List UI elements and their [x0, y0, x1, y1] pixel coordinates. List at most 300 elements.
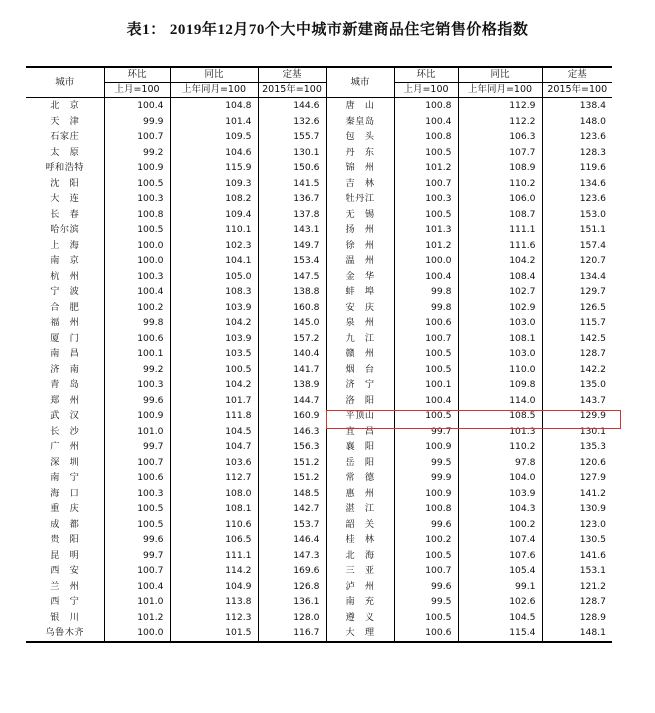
base-cell: 143.7 — [542, 393, 612, 409]
table-row — [26, 625, 612, 642]
mom-cell: 100.4 — [104, 284, 170, 300]
yoy-cell: 109.3 — [170, 176, 258, 192]
city-cell: 石家庄 — [50, 131, 80, 142]
mom-cell: 100.3 — [104, 191, 170, 207]
table-row — [26, 207, 612, 223]
mom-cell: 100.9 — [104, 160, 170, 176]
mom-cell: 100.4 — [394, 114, 458, 130]
yoy-cell: 108.4 — [458, 269, 542, 285]
table-row — [26, 331, 612, 347]
base-cell: 169.6 — [258, 563, 326, 579]
yoy-cell: 102.9 — [458, 300, 542, 316]
mom-cell: 100.0 — [394, 253, 458, 269]
base-cell: 126.8 — [258, 579, 326, 595]
yoy-cell: 101.7 — [170, 393, 258, 409]
table-row — [26, 315, 612, 331]
mom-cell: 100.8 — [394, 501, 458, 517]
yoy-cell: 104.5 — [458, 610, 542, 626]
city-cell: 湛 江 — [326, 501, 394, 517]
city-cell: 常 德 — [326, 470, 394, 486]
city-cell: 武 汉 — [50, 410, 80, 421]
base-cell: 148.1 — [542, 625, 612, 642]
base-cell: 135.3 — [542, 439, 612, 455]
base-cell: 153.1 — [542, 563, 612, 579]
mom-cell: 100.5 — [104, 176, 170, 192]
yoy-cell: 102.3 — [170, 238, 258, 254]
table-row — [26, 393, 612, 409]
mom-cell: 100.0 — [104, 238, 170, 254]
yoy-cell: 102.6 — [458, 594, 542, 610]
city-cell: 温 州 — [326, 253, 394, 269]
yoy-cell: 104.1 — [170, 253, 258, 269]
base-cell: 141.2 — [542, 486, 612, 502]
city-cell: 厦 门 — [50, 332, 80, 344]
base-cell: 138.9 — [258, 377, 326, 393]
city-cell: 惠 州 — [326, 486, 394, 502]
mom-cell: 100.5 — [394, 362, 458, 378]
city-cell: 南 宁 — [50, 472, 80, 483]
yoy-cell: 110.2 — [458, 439, 542, 455]
mom-cell: 100.6 — [394, 625, 458, 642]
mom-cell: 100.7 — [394, 563, 458, 579]
yoy-cell: 102.7 — [458, 284, 542, 300]
mom-cell: 100.6 — [394, 315, 458, 331]
city-cell: 唐 山 — [326, 98, 394, 114]
mom-cell: 99.6 — [394, 579, 458, 595]
header-yoy-sub-right: 上年同月=100 — [458, 83, 542, 98]
base-cell: 145.0 — [258, 315, 326, 331]
base-cell: 120.7 — [542, 253, 612, 269]
mom-cell: 100.5 — [394, 610, 458, 626]
base-cell: 155.7 — [258, 129, 326, 145]
base-cell: 146.3 — [258, 424, 326, 440]
mom-cell: 99.6 — [104, 393, 170, 409]
mom-cell: 100.9 — [394, 439, 458, 455]
city-cell: 桂 林 — [326, 532, 394, 548]
header-mom-left: 环比 — [104, 67, 170, 83]
city-cell: 昆 明 — [50, 549, 80, 561]
table-row — [26, 532, 612, 548]
yoy-cell: 108.2 — [170, 191, 258, 207]
city-cell: 西 安 — [50, 565, 80, 576]
base-cell: 151.2 — [258, 470, 326, 486]
mom-cell: 99.2 — [104, 362, 170, 378]
yoy-cell: 112.3 — [170, 610, 258, 626]
city-cell: 长 春 — [50, 208, 80, 220]
base-cell: 116.7 — [258, 625, 326, 642]
city-cell: 韶 关 — [326, 517, 394, 533]
city-cell: 北 京 — [50, 100, 80, 111]
city-cell: 徐 州 — [326, 238, 394, 254]
base-cell: 142.2 — [542, 362, 612, 378]
mom-cell: 100.8 — [394, 129, 458, 145]
mom-cell: 101.2 — [104, 610, 170, 626]
yoy-cell: 110.1 — [170, 222, 258, 238]
yoy-cell: 103.6 — [170, 455, 258, 471]
yoy-cell: 111.1 — [170, 548, 258, 564]
yoy-cell: 104.6 — [170, 145, 258, 161]
header-base-sub-right: 2015年=100 — [542, 83, 612, 98]
city-cell: 乌鲁木齐 — [26, 625, 104, 642]
mom-cell: 99.5 — [394, 455, 458, 471]
table-row — [26, 176, 612, 192]
table-row — [26, 563, 612, 579]
header-base-right: 定基 — [542, 67, 612, 83]
city-cell: 呼和浩特 — [45, 162, 85, 173]
city-cell: 上 海 — [50, 239, 80, 251]
mom-cell: 100.6 — [104, 470, 170, 486]
table-row — [26, 424, 612, 440]
yoy-cell: 101.3 — [458, 424, 542, 440]
table-row — [26, 455, 612, 471]
city-cell: 大 理 — [326, 625, 394, 642]
city-cell: 牡丹江 — [326, 191, 394, 207]
city-cell: 长 沙 — [50, 425, 80, 437]
mom-cell: 100.0 — [104, 625, 170, 642]
yoy-cell: 101.4 — [170, 114, 258, 130]
city-cell: 合 肥 — [50, 301, 80, 313]
mom-cell: 100.6 — [104, 331, 170, 347]
base-cell: 126.5 — [542, 300, 612, 316]
mom-cell: 100.4 — [104, 579, 170, 595]
base-cell: 130.9 — [542, 501, 612, 517]
mom-cell: 101.2 — [394, 238, 458, 254]
city-cell: 青 岛 — [50, 379, 80, 390]
city-cell: 泸 州 — [326, 579, 394, 595]
mom-cell: 100.5 — [104, 501, 170, 517]
price-index-table — [26, 66, 612, 643]
table-body — [26, 98, 612, 642]
base-cell: 130.1 — [542, 424, 612, 440]
city-cell: 海 口 — [50, 487, 80, 499]
yoy-cell: 107.4 — [458, 532, 542, 548]
base-cell: 153.0 — [542, 207, 612, 223]
base-cell: 148.5 — [258, 486, 326, 502]
base-cell: 136.1 — [258, 594, 326, 610]
base-cell: 157.4 — [542, 238, 612, 254]
city-cell: 成 都 — [50, 518, 80, 530]
yoy-cell: 103.9 — [170, 300, 258, 316]
mom-cell: 100.7 — [394, 176, 458, 192]
city-cell: 金 华 — [326, 269, 394, 285]
base-cell: 151.1 — [542, 222, 612, 238]
table-row — [26, 377, 612, 393]
header-city-right: 城市 — [326, 67, 394, 98]
yoy-cell: 109.5 — [170, 129, 258, 145]
mom-cell: 101.3 — [394, 222, 458, 238]
city-cell: 平顶山 — [326, 408, 394, 424]
base-cell: 141.6 — [542, 548, 612, 564]
table-row — [26, 129, 612, 145]
yoy-cell: 100.5 — [170, 362, 258, 378]
yoy-cell: 104.2 — [170, 377, 258, 393]
mom-cell: 100.7 — [394, 331, 458, 347]
yoy-cell: 111.1 — [458, 222, 542, 238]
table-row — [26, 439, 612, 455]
yoy-cell: 115.4 — [458, 625, 542, 642]
mom-cell: 100.5 — [394, 145, 458, 161]
city-cell: 扬 州 — [326, 222, 394, 238]
mom-cell: 100.3 — [104, 486, 170, 502]
base-cell: 115.7 — [542, 315, 612, 331]
yoy-cell: 110.2 — [458, 176, 542, 192]
base-cell: 132.6 — [258, 114, 326, 130]
city-cell: 吉 林 — [326, 176, 394, 192]
table-row — [26, 610, 612, 626]
table-row — [26, 253, 612, 269]
yoy-cell: 104.0 — [458, 470, 542, 486]
yoy-cell: 103.9 — [458, 486, 542, 502]
city-cell: 济 宁 — [326, 377, 394, 393]
mom-cell: 100.9 — [394, 486, 458, 502]
table-row — [26, 222, 612, 238]
city-cell: 宜 昌 — [326, 424, 394, 440]
yoy-cell: 112.7 — [170, 470, 258, 486]
base-cell: 151.2 — [258, 455, 326, 471]
header-mom-right: 环比 — [394, 67, 458, 83]
mom-cell: 100.5 — [394, 207, 458, 223]
mom-cell: 99.6 — [104, 532, 170, 548]
table-row — [26, 114, 612, 130]
base-cell: 123.0 — [542, 517, 612, 533]
city-cell: 大 连 — [50, 193, 80, 204]
header-mom-sub-left: 上月=100 — [104, 83, 170, 98]
base-cell: 140.4 — [258, 346, 326, 362]
mom-cell: 101.0 — [104, 594, 170, 610]
base-cell: 157.2 — [258, 331, 326, 347]
table-row — [26, 238, 612, 254]
mom-cell: 99.5 — [394, 594, 458, 610]
city-cell: 福 州 — [50, 317, 80, 328]
table-row — [26, 346, 612, 362]
yoy-cell: 104.9 — [170, 579, 258, 595]
base-cell: 119.6 — [542, 160, 612, 176]
yoy-cell: 109.8 — [458, 377, 542, 393]
yoy-cell: 108.5 — [458, 408, 542, 424]
mom-cell: 100.5 — [394, 346, 458, 362]
base-cell: 130.5 — [542, 532, 612, 548]
mom-cell: 101.2 — [394, 160, 458, 176]
yoy-cell: 108.1 — [170, 501, 258, 517]
city-cell: 包 头 — [326, 129, 394, 145]
header-yoy-sub-left: 上年同月=100 — [170, 83, 258, 98]
base-cell: 128.9 — [542, 610, 612, 626]
base-cell: 121.2 — [542, 579, 612, 595]
city-cell: 烟 台 — [326, 362, 394, 378]
base-cell: 127.9 — [542, 470, 612, 486]
mom-cell: 99.8 — [104, 315, 170, 331]
base-cell: 153.4 — [258, 253, 326, 269]
header-mom-sub-right: 上月=100 — [394, 83, 458, 98]
yoy-cell: 108.9 — [458, 160, 542, 176]
yoy-cell: 108.1 — [458, 331, 542, 347]
base-cell: 147.5 — [258, 269, 326, 285]
mom-cell: 100.0 — [104, 253, 170, 269]
yoy-cell: 114.0 — [458, 393, 542, 409]
base-cell: 142.5 — [542, 331, 612, 347]
mom-cell: 100.5 — [394, 548, 458, 564]
city-cell: 秦皇岛 — [326, 114, 394, 130]
yoy-cell: 106.5 — [170, 532, 258, 548]
yoy-cell: 111.6 — [458, 238, 542, 254]
city-cell: 泉 州 — [326, 315, 394, 331]
base-cell: 135.0 — [542, 377, 612, 393]
city-cell: 银 川 — [50, 611, 80, 623]
city-cell: 南 京 — [50, 255, 80, 266]
yoy-cell: 101.5 — [170, 625, 258, 642]
table-row — [26, 284, 612, 300]
base-cell: 128.0 — [258, 610, 326, 626]
base-cell: 156.3 — [258, 439, 326, 455]
city-cell: 北 海 — [326, 548, 394, 564]
base-cell: 150.6 — [258, 160, 326, 176]
yoy-cell: 112.9 — [458, 98, 542, 114]
table-row — [26, 470, 612, 486]
base-cell: 153.7 — [258, 517, 326, 533]
yoy-cell: 105.0 — [170, 269, 258, 285]
yoy-cell: 103.0 — [458, 346, 542, 362]
mom-cell: 100.2 — [104, 300, 170, 316]
city-cell: 遵 义 — [326, 610, 394, 626]
mom-cell: 99.2 — [104, 145, 170, 161]
base-cell: 141.5 — [258, 176, 326, 192]
base-cell: 128.3 — [542, 145, 612, 161]
table-row — [26, 191, 612, 207]
base-cell: 138.4 — [542, 98, 612, 114]
mom-cell: 99.7 — [394, 424, 458, 440]
city-cell: 兰 州 — [50, 580, 80, 592]
city-cell: 丹 东 — [326, 145, 394, 161]
city-cell: 郑 州 — [50, 394, 80, 406]
yoy-cell: 108.7 — [458, 207, 542, 223]
base-cell: 144.6 — [258, 98, 326, 114]
yoy-cell: 112.2 — [458, 114, 542, 130]
city-cell: 襄 阳 — [326, 439, 394, 455]
yoy-cell: 104.2 — [458, 253, 542, 269]
yoy-cell: 104.2 — [170, 315, 258, 331]
yoy-cell: 104.8 — [170, 98, 258, 114]
yoy-cell: 103.9 — [170, 331, 258, 347]
yoy-cell: 109.4 — [170, 207, 258, 223]
base-cell: 128.7 — [542, 594, 612, 610]
mom-cell: 99.8 — [394, 300, 458, 316]
mom-cell: 100.4 — [394, 393, 458, 409]
city-cell: 重 庆 — [50, 503, 80, 514]
city-cell: 洛 阳 — [326, 393, 394, 409]
city-cell: 太 原 — [50, 146, 80, 158]
city-cell: 广 州 — [50, 441, 80, 452]
city-cell: 蚌 埠 — [326, 284, 394, 300]
table-row — [26, 362, 612, 378]
city-cell: 岳 阳 — [326, 455, 394, 471]
yoy-cell: 113.8 — [170, 594, 258, 610]
yoy-cell: 104.5 — [170, 424, 258, 440]
city-cell: 天 津 — [50, 115, 80, 127]
table-row — [26, 160, 612, 176]
base-cell: 160.8 — [258, 300, 326, 316]
mom-cell: 100.4 — [104, 98, 170, 114]
city-cell: 南 充 — [326, 594, 394, 610]
mom-cell: 100.1 — [104, 346, 170, 362]
base-cell: 149.7 — [258, 238, 326, 254]
base-cell: 141.7 — [258, 362, 326, 378]
yoy-cell: 104.7 — [170, 439, 258, 455]
table-row — [26, 501, 612, 517]
table-row — [26, 579, 612, 595]
mom-cell: 100.4 — [394, 269, 458, 285]
city-cell: 济 南 — [50, 363, 80, 375]
mom-cell: 100.5 — [394, 408, 458, 424]
mom-cell: 99.9 — [104, 114, 170, 130]
base-cell: 130.1 — [258, 145, 326, 161]
base-cell: 134.4 — [542, 269, 612, 285]
base-cell: 129.7 — [542, 284, 612, 300]
yoy-cell: 114.2 — [170, 563, 258, 579]
yoy-cell: 103.0 — [458, 315, 542, 331]
base-cell: 128.7 — [542, 346, 612, 362]
city-cell: 贵 阳 — [50, 534, 80, 545]
base-cell: 138.8 — [258, 284, 326, 300]
header-city-left: 城市 — [26, 67, 104, 98]
city-cell: 赣 州 — [326, 346, 394, 362]
city-cell: 宁 波 — [50, 286, 80, 297]
table-row — [26, 300, 612, 316]
table-row — [26, 548, 612, 564]
mom-cell: 100.8 — [394, 98, 458, 114]
table-row — [26, 408, 612, 424]
page-title: 表1： 2019年12月70个大中城市新建商品住宅销售价格指数 — [126, 22, 529, 38]
mom-cell: 100.3 — [104, 377, 170, 393]
header-base-left: 定基 — [258, 67, 326, 83]
header-yoy-left: 同比 — [170, 67, 258, 83]
base-cell: 123.6 — [542, 191, 612, 207]
base-cell: 134.6 — [542, 176, 612, 192]
city-cell: 无 锡 — [326, 207, 394, 223]
city-cell: 西 宁 — [50, 596, 80, 607]
base-cell: 160.9 — [258, 408, 326, 424]
mom-cell: 100.1 — [394, 377, 458, 393]
yoy-cell: 107.6 — [458, 548, 542, 564]
header-base-sub-left: 2015年=100 — [258, 83, 326, 98]
yoy-cell: 99.1 — [458, 579, 542, 595]
header-yoy-right: 同比 — [458, 67, 542, 83]
base-cell: 143.1 — [258, 222, 326, 238]
yoy-cell: 106.3 — [458, 129, 542, 145]
base-cell: 123.6 — [542, 129, 612, 145]
base-cell: 129.9 — [542, 408, 612, 424]
table-row — [26, 269, 612, 285]
base-cell: 144.7 — [258, 393, 326, 409]
city-cell: 锦 州 — [326, 160, 394, 176]
mom-cell: 100.8 — [104, 207, 170, 223]
yoy-cell: 100.2 — [458, 517, 542, 533]
base-cell: 142.7 — [258, 501, 326, 517]
base-cell: 147.3 — [258, 548, 326, 564]
city-cell: 深 圳 — [50, 456, 80, 468]
table-row — [26, 145, 612, 161]
yoy-cell: 108.0 — [170, 486, 258, 502]
mom-cell: 100.5 — [104, 517, 170, 533]
mom-cell: 100.3 — [394, 191, 458, 207]
yoy-cell: 103.5 — [170, 346, 258, 362]
yoy-cell: 105.4 — [458, 563, 542, 579]
mom-cell: 99.8 — [394, 284, 458, 300]
yoy-cell: 97.8 — [458, 455, 542, 471]
yoy-cell: 108.3 — [170, 284, 258, 300]
mom-cell: 100.2 — [394, 532, 458, 548]
base-cell: 136.7 — [258, 191, 326, 207]
city-cell: 哈尔滨 — [50, 224, 80, 235]
